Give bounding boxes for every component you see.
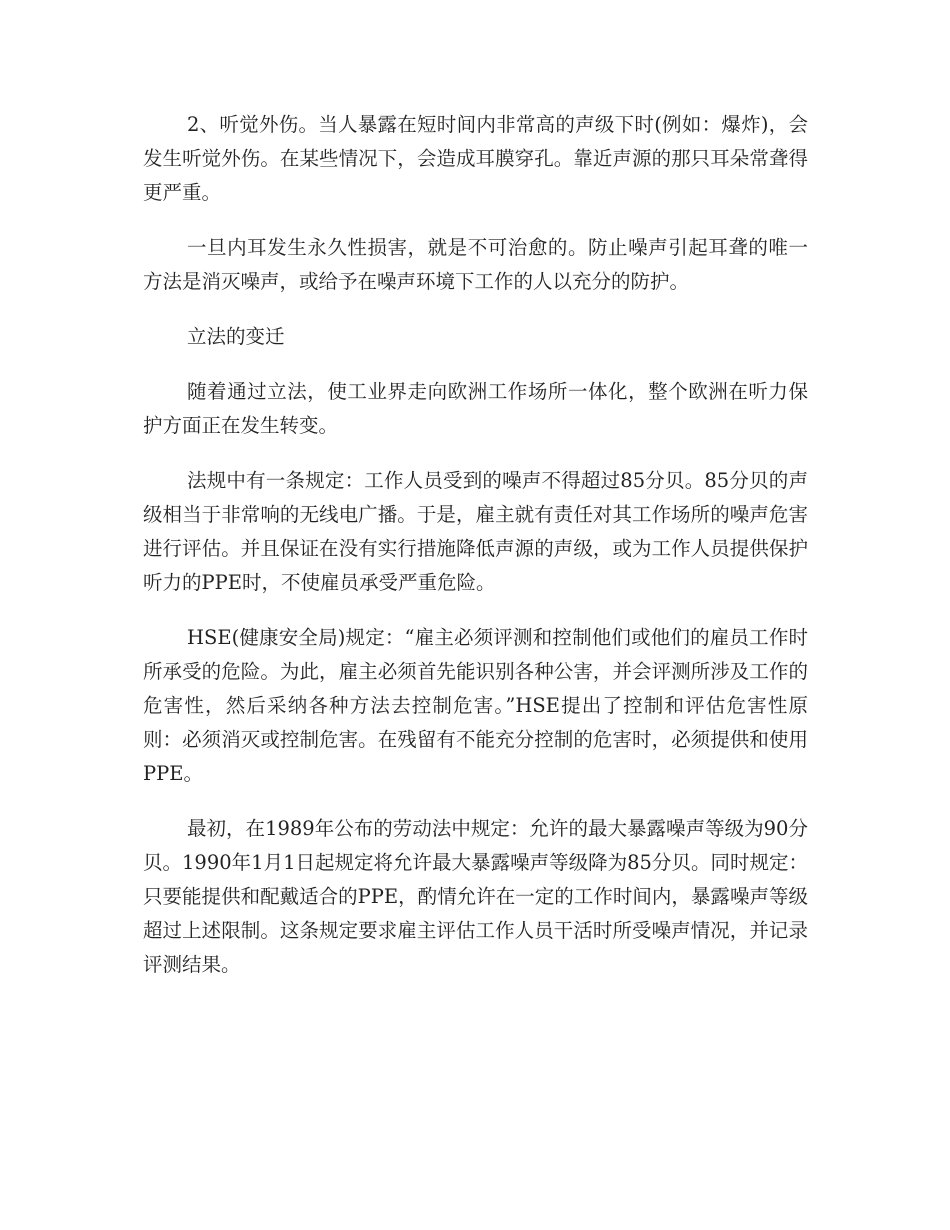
paragraph-85db-regulation: 法规中有一条规定：工作人员受到的噪声不得超过85分贝。85分贝的声级相当于非常响的无线电广播。于是，雇主就有责任对其工作场所的噪声危害进行评估。并且保证在没有实行措施降低声源的声级，或为工作人员提供保护听力的PPE时，不使雇员承受严重危险。 <box>143 469 808 594</box>
paragraph-acoustic-trauma: 2、听觉外伤。当人暴露在短时间内非常高的声级下时(例如：爆炸)，会发生听觉外伤。在某些情况下，会造成耳膜穿孔。靠近声源的那只耳朵常聋得更严重。 <box>143 113 808 204</box>
paragraph-european-integration: 随着通过立法，使工业界走向欧洲工作场所一体化，整个欧洲在听力保护方面正在发生转变。 <box>143 380 808 437</box>
paragraph-labour-law-1989: 最初，在1989年公布的劳动法中规定：允许的最大暴露噪声等级为90分贝。1990年1月1日起规定将允许最大暴露噪声等级降为85分贝。同时规定：只要能提供和配戴适合的PPE，酌情允许在一定的工作时间内，暴露噪声等级超过上述限制。这条规定要求雇主评估工作人员干活时所受噪声情况，并记录评测结果。 <box>143 817 808 976</box>
section-heading-legislation: 立法的变迁 <box>187 325 285 348</box>
document-body <box>143 108 808 1003</box>
paragraph-permanent-damage: 一旦内耳发生永久性损害，就是不可治愈的。防止噪声引起耳聋的唯一方法是消灭噪声，或给予在噪声环境下工作的人以充分的防护。 <box>143 236 808 293</box>
paragraph-hse-rules: HSE(健康安全局)规定：“雇主必须评测和控制他们或他们的雇员工作时所承受的危险。为此，雇主必须首先能识别各种公害，并会评测所涉及工作的危害性，然后采纳各种方法去控制危害。”HSE提出了控制和评估危害性原则：必须消灭或控制危害。在残留有不能充分控制的危害时，必须提供和使用PPE。 <box>143 626 808 785</box>
